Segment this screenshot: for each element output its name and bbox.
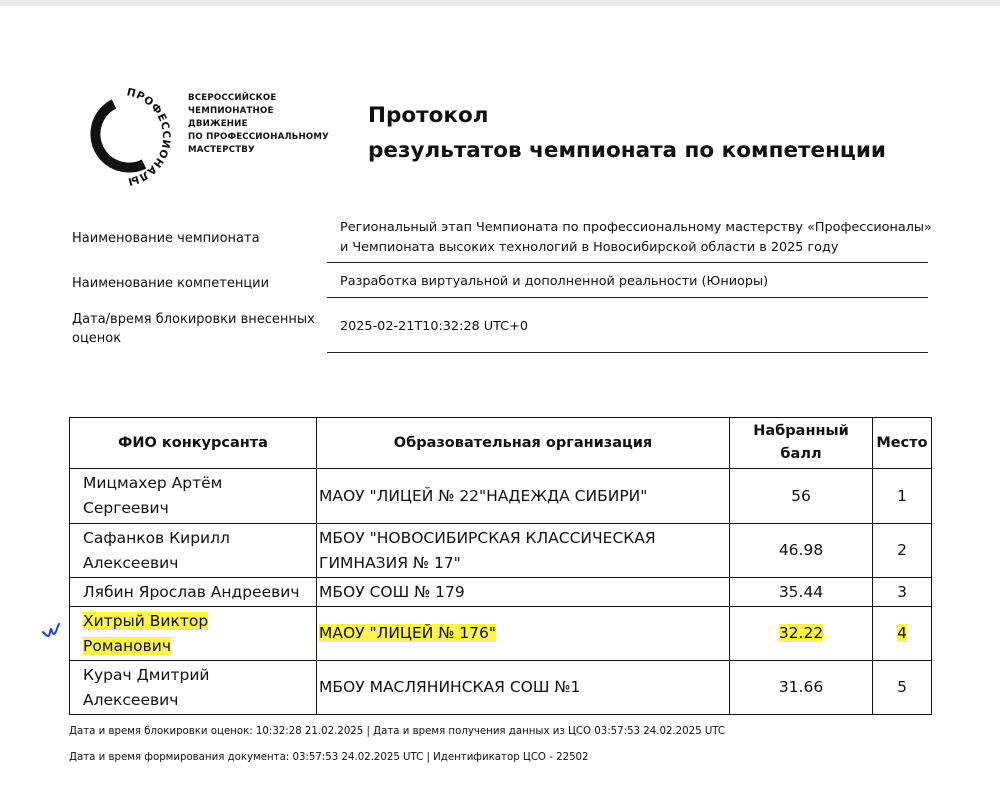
- cell-score: 31.66: [730, 661, 873, 715]
- footer-line-1: Дата и время блокировки оценок: 10:32:28 21.02.2025 | Дата и время получения данных из ЦСО 03:57:53 24.02.2025 UTC: [69, 726, 726, 737]
- championship-value-line: Региональный этап Чемпионата по профессиональному мастерству «Профессионалы»: [340, 220, 932, 235]
- header-score-line: Набранный: [753, 423, 849, 439]
- handwritten-check-icon: [41, 621, 63, 639]
- table-row: [70, 661, 932, 715]
- cell-place: 5: [873, 661, 932, 715]
- cell-org: МБОУ СОШ № 179: [317, 578, 730, 607]
- logo-ring-text: ПРОФЕССИОНАЛЫ: [125, 86, 173, 188]
- championship-value: [340, 218, 932, 258]
- championship-label: Наименование чемпионата: [72, 231, 260, 246]
- cell-name: Мицмахер Артём Сергеевич: [70, 469, 317, 524]
- page-title: [368, 98, 886, 168]
- competence-value: Разработка виртуальной и дополненной реальности (Юниоры): [340, 274, 769, 289]
- cell-score: 35.44: [730, 578, 873, 607]
- table-row: [70, 469, 932, 524]
- header-name: ФИО конкурсанта: [70, 418, 317, 469]
- cell-name: Хитрый Виктор Романович: [70, 607, 317, 661]
- cell-name: Лябин Ярослав Андреевич: [70, 578, 317, 607]
- header-place: Место: [873, 418, 932, 469]
- competence-label: Наименование компетенции: [72, 276, 270, 291]
- cell-org: МАОУ "ЛИЦЕЙ № 22"НАДЕЖДА СИБИРИ": [317, 469, 730, 524]
- table-row: [70, 578, 932, 607]
- cell-score: 56: [730, 469, 873, 524]
- cell-name: Сафанков Кирилл Алексеевич: [70, 524, 317, 578]
- header-score-line: балл: [780, 446, 822, 462]
- header-org: Образовательная организация: [317, 418, 730, 469]
- cell-place: 2: [873, 524, 932, 578]
- top-border: [0, 0, 1000, 6]
- divider: [327, 352, 928, 353]
- title-line-1: Протокол: [368, 103, 489, 128]
- cell-score: 46.98: [730, 524, 873, 578]
- logo-line: МАСТЕРСТВУ: [188, 145, 255, 155]
- cell-place: 3: [873, 578, 932, 607]
- cell-place: 1: [873, 469, 932, 524]
- professionaly-logo-icon: [66, 82, 176, 192]
- header-score: [730, 418, 873, 469]
- table-row-highlighted: [70, 607, 932, 661]
- lock-label-line: Дата/время блокировки внесенных: [72, 312, 315, 327]
- table-row: [70, 524, 932, 578]
- logo-line: ПО ПРОФЕССИОНАЛЬНОМУ: [188, 132, 329, 142]
- results-table: [69, 417, 932, 715]
- divider: [327, 262, 928, 263]
- footer-line-2: Дата и время формирования документа: 03:57:53 24.02.2025 UTC | Идентификатор ЦСО - 22502: [69, 752, 589, 763]
- cell-score: 32.22: [730, 607, 873, 661]
- lock-value: 2025-02-21T10:32:28 UTC+0: [340, 319, 528, 334]
- logo-line: ЧЕМПИОНАТНОЕ: [188, 106, 274, 116]
- table-header-row: [70, 418, 932, 469]
- title-line-2: результатов чемпионата по компетенции: [368, 138, 886, 163]
- cell-org: МБОУ "НОВОСИБИРСКАЯ КЛАССИЧЕСКАЯ ГИМНАЗИЯ № 17": [317, 524, 730, 578]
- logo-line: ДВИЖЕНИЕ: [188, 119, 248, 129]
- championship-value-line: и Чемпионата высоких технологий в Новосибирской области в 2025 году: [340, 240, 839, 255]
- lock-label-line: оценок: [72, 331, 122, 346]
- logo-caption: [188, 92, 329, 157]
- logo-line: ВСЕРОССИЙСКОЕ: [188, 93, 277, 103]
- cell-place: 4: [873, 607, 932, 661]
- lock-label: [72, 310, 315, 348]
- divider: [327, 297, 928, 298]
- cell-name: Курач Дмитрий Алексеевич: [70, 661, 317, 715]
- cell-org: МБОУ МАСЛЯНИНСКАЯ СОШ №1: [317, 661, 730, 715]
- cell-org: МАОУ "ЛИЦЕЙ № 176": [317, 607, 730, 661]
